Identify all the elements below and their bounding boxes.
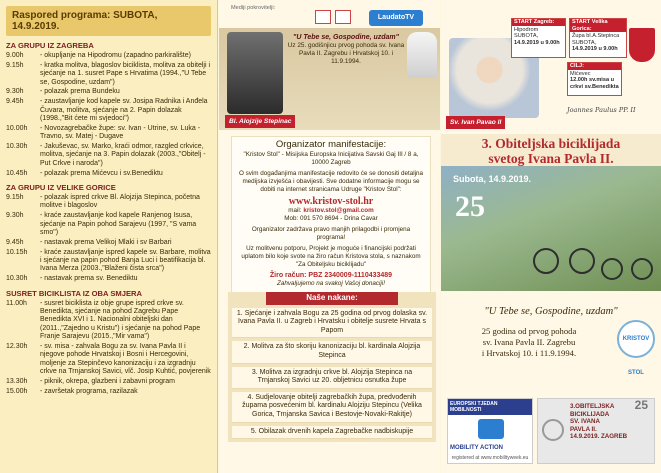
hero-quote (285, 34, 407, 66)
finish-place: Mićevec (570, 70, 591, 77)
schedule-description: - sv. misa - zahvala Bogu za sv. Ivana Pavla II i njegove pohode Hrvatskoj i Bosni i Hercegovini, moljenje za Stepinčevo kanonizaciju i za izgradnju crkve na Trnjanskoj Savici, vlč. Josip Kuhtić, povjerenik (40, 343, 211, 376)
start-gorica-day: SUBOTA, (572, 39, 597, 46)
schedule-time: 10.45h (6, 169, 28, 177)
schedule-row (6, 52, 211, 60)
intention-item: 4. Sudjelovanje obitelji zagrebačkih župa, predvođenih župama posvećenim bl. kardinalu Alojziju Stepincu (Velika Gorica, Trnjanska Savica i Bestovje-Novaki-Rakitje) (232, 392, 432, 423)
organizer-mail-link[interactable]: kristov.stol@gmail.com (303, 207, 374, 214)
schedule-row (6, 212, 211, 237)
bici-line5: 14.9.2019. ZAGREB (570, 433, 628, 441)
schedule-description: - okupljanje na Hipodromu (zapadno parkiralište) (40, 52, 191, 59)
schedule-time: 9.45h (6, 238, 24, 246)
schedule-section-title: SUSRET BICIKLISTA IZ OBA SMJERA (6, 288, 142, 298)
bici-line1: 3.OBITELJSKA (570, 403, 615, 410)
schedule-time: 12.30h (6, 343, 28, 351)
schedule-description: - zaustavljanje kod kapele sv. Josipa Radnika i Anđela Čuvara, molitva, sjećanje na 2. Papin dolazak (1998.,"Bit ćete mi svjedoci") (40, 98, 208, 123)
finish-label: CILJ: (568, 63, 621, 70)
schedule-time: 9.30h (6, 88, 24, 96)
kristov-stol-badge: KRISTOV STOL (617, 320, 655, 358)
schedule-time: 9.15h (6, 61, 24, 69)
bicycle-wheel-icon (631, 258, 653, 280)
start-zagreb-place: Hipodrom (514, 26, 539, 33)
sponsor-logo-hkm (335, 10, 351, 24)
schedule-description: - kraće zaustavljanje ispred kapele sv. Barbare, molitva i sjećanje na papin pohod Banja Luci i beatifikacija bl. Ivana Merza (2003.,"Blaženi čista srca") (40, 248, 211, 273)
schedule-row (6, 275, 211, 283)
photo-number: 25 (455, 190, 485, 223)
schedule-time: 10.30h (6, 143, 28, 151)
schedule-title: Raspored programa: SUBOTA, 14.9.2019. (6, 6, 211, 36)
hero-anniversary: Uz 25. godišnjicu prvog pohoda sv. Ivana Pavla II. Zagrebu i Hrvatskoj 10. i 11.9.1994. (287, 42, 405, 65)
schedule-row (6, 170, 211, 178)
organizer-heading: Organizator manifestacije: (275, 139, 387, 150)
pope-caption: Sv. Ivan Pavao II (446, 116, 505, 129)
schedule-time: 11.00h (6, 299, 27, 307)
schedule-section-title: ZA GRUPU IZ VELIKE GORICE (6, 183, 116, 193)
biciklijada-logo-number: 25 (634, 398, 648, 412)
schedule-description: - Novozagrebačke župe: sv. Ivan - Utrine, sv. Luka - Travno, sv. Matej - Dugave (40, 124, 201, 141)
mobility-week-logo (447, 398, 533, 464)
intention-item: 5. Obilazak drvenih kapela Zagrebačke nadbiskupije (232, 426, 432, 440)
start-gorica-time: 14.9.2019 u 9.00h (572, 46, 618, 53)
sponsor-logo-hrt (315, 10, 331, 24)
event-title-line1: 3. Obiteljska biciklijada (481, 136, 621, 151)
cover-description (445, 326, 613, 359)
start-gorica-place: Župa bl.A.Stepinca (572, 33, 620, 40)
start-zagreb-box (511, 18, 566, 58)
schedule-time: 13.30h (6, 378, 28, 386)
schedule-description: - kraće zaustavljanje kod kapele Ranjenog Isusa, sjećanje na Papin pohod Sarajevu (1997, "S vama smo") (40, 212, 197, 237)
schedule-row (6, 62, 211, 87)
schedule-time: 9.30h (6, 212, 24, 220)
cover-desc-line3: i Hrvatskoj 10. i 11.9.1994. (481, 348, 577, 358)
stepinac-portrait (227, 32, 283, 114)
schedule-description: - polazak ispred crkve Bl. Alojzija Stepinca, početna molitve i blagoslov (40, 194, 200, 210)
intention-item: 3. Molitva za izgradnju crkve bl. Alojzija Stepinca na Trnjanskoj Savici uz 20. obljetnicu osnutka župe (232, 367, 432, 389)
hero-quote-text: "U Tebe se, Gospodine, uzdam" (293, 34, 399, 41)
biciklijada-logo (537, 398, 655, 464)
hero-banner (219, 28, 440, 130)
schedule-row (6, 388, 211, 396)
schedule-section-title: ZA GRUPU IZ ZAGREBA (6, 41, 94, 50)
organizer-body: O svim događanjima manifestacije redovito će se donositi detaljna medijska izvješća i obavijesti. Sve dodatne informacije mogu se dobiti na internet stranicama Udruge "Kristov Stol": (238, 170, 424, 193)
laudato-tv-logo: LaudatoTV (369, 10, 423, 26)
finish-church: crkvi sv.Benedikta (570, 83, 619, 90)
bicycle-wheel-icon (601, 258, 623, 280)
media-sponsors-label: Mediji pokrovitelji: (231, 5, 276, 11)
bicycle-wheel-icon (569, 248, 595, 274)
schedule-description: - piknik, okrepa, glazbeni i zabavni program (40, 378, 176, 386)
start-zagreb-time: 14.9.2019 u 9.00h (514, 39, 560, 46)
intentions-title: Naše nakane: (266, 292, 398, 305)
media-sponsors (219, 0, 440, 28)
schedule-description: - završetak programa, razilazak (40, 387, 138, 395)
intention-item: 2. Molitva za što skoriju kanonizaciju bl. kardinala Alojzija Stepinca (232, 341, 432, 363)
start-gorica-box (569, 18, 627, 58)
organizer-mail-label: mail: (288, 207, 302, 214)
start-zagreb-day: SUBOTA, (514, 33, 539, 40)
schedule-row (6, 249, 211, 274)
zagreb-coat-of-arms-icon (629, 28, 655, 62)
center-panel (219, 0, 440, 473)
schedule-time: 10.30h (6, 275, 28, 283)
cover-quote: "U Tebe se, Gospodine, uzdam" (484, 306, 618, 317)
organizer-support: Uz molitvenu potporu, Projekt je moguće i financijski podržati uplatom bilo koje svote na žiro račun Kristova stola, s naznakom "Za Obiteljsku biciklijadu" (241, 245, 421, 268)
cover-panel (441, 0, 661, 473)
intentions-list (228, 308, 436, 440)
schedule-time: 15.00h (6, 387, 28, 395)
mobility-action-icon (478, 419, 504, 439)
schedule-row (6, 88, 211, 96)
bici-line2: BICIKLIJADA (570, 410, 610, 418)
schedule-description: - nastavak prema Velikoj Mlaki i sv Barbari (40, 238, 172, 246)
intention-item: 1. Sjećanje i zahvala Bogu za 25 godina od prvog dolaska sv. Ivana Pavla II. u Zagreb i Hrvatsku i obitelje susrete Hrvata s Papom (232, 308, 432, 339)
event-title (441, 134, 661, 166)
schedule-row (6, 194, 211, 211)
start-gorica-label: START Velika Gorica: (570, 19, 626, 32)
organizer-website[interactable]: www.kristov-stol.hr (288, 196, 374, 207)
event-title-line2: svetog Ivana Pavla II. (488, 151, 614, 166)
pope-portrait-small (407, 32, 437, 78)
cover-desc-line1: 25 godina od prvog pohoda (481, 326, 577, 336)
mobility-action-text: MOBILITY ACTION (450, 445, 503, 451)
finish-box (567, 62, 622, 96)
schedule-description: - kratka molitva, blagoslov biciklista, molitva za obitelji i sjećanje na 1. susret Pape s Hrvatima (1994.,"U Tebe se, Gospodine, uzdam") (40, 61, 211, 86)
schedule-description: - polazak prema Mićevcu i sv.Benediktu (40, 169, 163, 177)
bici-line4: PAVLA II. (570, 425, 597, 433)
schedule-time: 9.45h (6, 98, 24, 106)
pope-signature: Joannes Paulus PP. II (567, 106, 636, 114)
schedule-row (6, 300, 211, 342)
schedule-time: 9.00h (6, 52, 24, 59)
mobility-week-url: registered at www.mobilityweek.eu (451, 455, 529, 461)
schedule-row (6, 239, 211, 247)
photo-date: Subota, 14.9.2019. (453, 174, 532, 184)
mobility-week-top: EUROPSKI TJEDAN MOBILNOSTI (448, 399, 532, 415)
donation-thanks: Zahvaljujemo na svakoj Vašoj donaciji! (277, 280, 385, 287)
schedule-description: - polazak prema Bundeku (40, 88, 120, 96)
intentions-box (228, 292, 436, 442)
schedule-panel (0, 0, 218, 473)
bicycle-wheel-icon (533, 248, 559, 274)
schedule-description: - Jakuševac, sv. Marko, kraći odmor, razgled crkvice, molitva, sjećanje na 3. Papin dolazak (2003.,"Obitelj - Put Crkve i naroda") (40, 143, 206, 167)
stepinac-caption: Bl. Alojzije Stepinac (225, 115, 295, 128)
schedule-time: 10.00h (6, 124, 28, 132)
start-zagreb-label: START Zagreb: (512, 19, 565, 26)
schedule-time: 9.15h (6, 194, 24, 202)
organizer-mobile: Mob: 091 570 8694 - Drina Cavar (284, 215, 378, 222)
schedule-description: - nastavak prema sv. Benediktu (40, 275, 138, 283)
organizer-reserve-note: Organizator zadržava pravo manjih prilagodbi i promjena programa! (251, 226, 411, 241)
schedule-row (6, 98, 211, 123)
schedule-sections (6, 41, 211, 396)
cover-desc-line2: sv. Ivana Pavla II. Zagrebu (482, 337, 576, 347)
schedule-row (6, 343, 211, 377)
bici-line3: SV. IVANA (570, 418, 600, 426)
schedule-description: - susret biciklista iz obje grupe ispred crkve sv. Benedikta, sjećanje na pohod Zagrebu Pape Benedikta XVI i 1. Nacionalni obiteljski dan (2011.,"Zajedno u Kristu") i sjećanje na pohod Pape Franje Sarajevu (2015.,"Mir vama") (40, 299, 201, 341)
schedule-row (6, 143, 211, 168)
schedule-row (6, 378, 211, 386)
schedule-row (6, 125, 211, 142)
finish-mass-time: 12.00h sv.misa u (570, 77, 615, 84)
bank-account: Žiro račun: PBZ 2340009-1110433489 (269, 272, 393, 279)
bicycle-icon (542, 419, 564, 441)
cyclists-photo (441, 166, 661, 291)
schedule-time: 10.15h (6, 248, 28, 256)
organizer-name: "Kristov Stol" - Misijska Europska Inicijativa Savski Gaj III / 8 a, 10000 Zagreb (243, 151, 419, 166)
